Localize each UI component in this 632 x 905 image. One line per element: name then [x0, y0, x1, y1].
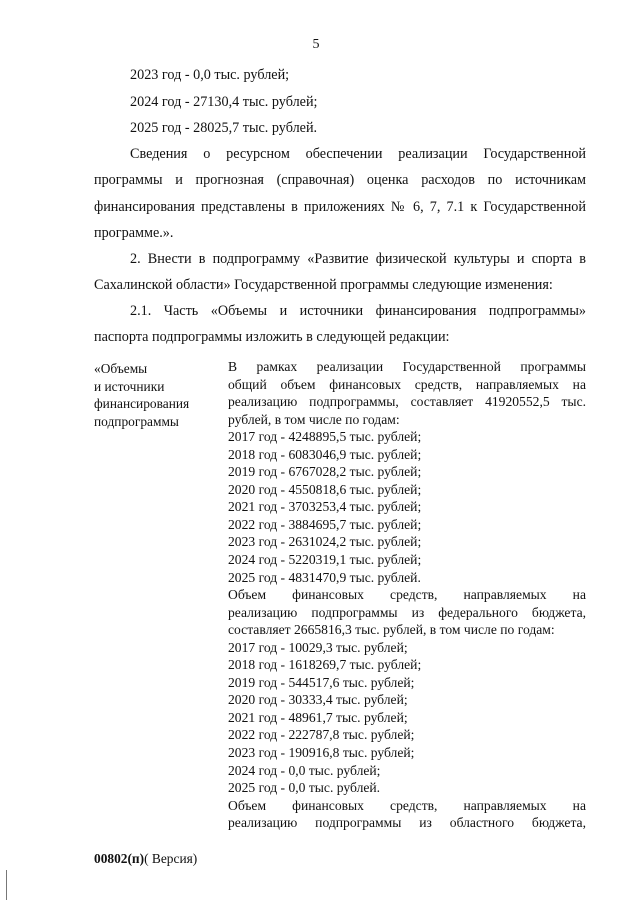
table-left-line: подпрограммы	[94, 413, 179, 429]
table-right-line: 2024 год - 5220319,1 тыс. рублей;	[228, 552, 422, 568]
item21-line: паспорта подпрограммы изложить в следующей редакции:	[94, 329, 450, 345]
year-line: 2023 год - 0,0 тыс. рублей;	[130, 67, 290, 83]
table-right-line: 2018 год - 6083046,9 тыс. рублей;	[228, 446, 422, 462]
table-right-line: 2019 год - 6767028,2 тыс. рублей;	[228, 464, 422, 480]
table-right-line: реализацию подпрограммы из областного бюджета,	[228, 815, 586, 831]
table-left-line: и источники	[94, 378, 165, 394]
table-right-line: 2023 год - 190916,8 тыс. рублей;	[228, 745, 415, 761]
footer-version: ( Версия)	[144, 851, 198, 866]
table-right-line: 2025 год - 4831470,9 тыс. рублей.	[228, 569, 421, 585]
table-right-line: 2024 год - 0,0 тыс. рублей;	[228, 762, 381, 778]
table-left-line: «Объемы	[94, 361, 148, 376]
table-right-line: Объем финансовых средств, направляемых на	[228, 797, 586, 813]
table-right-line: 2022 год - 222787,8 тыс. рублей;	[228, 727, 415, 743]
page-number: 5	[312, 37, 320, 52]
scan-edge-mark	[6, 870, 7, 900]
year-line: 2025 год - 28025,7 тыс. рублей.	[130, 120, 318, 136]
table-right-line: реализацию подпрограммы, составляет 41920552,5 тыс.	[228, 394, 586, 410]
table-right-line: Объем финансовых средств, направляемых на	[228, 587, 586, 603]
table-right-line: реализацию подпрограммы из федерального бюджета,	[228, 604, 586, 620]
table-right-line: 2019 год - 544517,6 тыс. рублей;	[228, 674, 415, 690]
table-right-line: В рамках реализации Государственной программы	[228, 359, 586, 374]
svedenia-line: Сведения о ресурсном обеспечении реализации Государственной	[130, 146, 586, 162]
table-left-column	[94, 360, 214, 430]
year-line: 2024 год - 27130,4 тыс. рублей;	[130, 94, 318, 110]
svedenia-line: финансирования представлены в приложениях № 6, 7, 7.1 к Государственной	[94, 199, 586, 215]
table-right-column	[228, 358, 586, 832]
table-right-line: 2020 год - 4550818,6 тыс. рублей;	[228, 481, 422, 497]
table-left-line: финансирования	[94, 396, 190, 412]
table-right-line: 2020 год - 30333,4 тыс. рублей;	[228, 692, 408, 708]
table-right-line: 2017 год - 10029,3 тыс. рублей;	[228, 639, 408, 655]
table-right-line: 2022 год - 3884695,7 тыс. рублей;	[228, 516, 422, 532]
table-right-line: общий объем финансовых средств, направляемых на	[228, 376, 586, 392]
table-right-line: 2023 год - 2631024,2 тыс. рублей;	[228, 534, 422, 550]
item2-line: Сахалинской области» Государственной программы следующие изменения:	[94, 277, 553, 293]
item2-line: 2. Внести в подпрограмму «Развитие физической культуры и спорта в	[130, 251, 586, 267]
svedenia-line: программе.».	[94, 225, 174, 241]
item21-line: 2.1. Часть «Объемы и источники финансирования подпрограммы»	[130, 303, 586, 319]
table-right-line: рублей, в том числе по годам:	[228, 411, 400, 427]
table-right-line: составляет 2665816,3 тыс. рублей, в том числе по годам:	[228, 622, 555, 638]
footer-number: 00802(п)	[94, 851, 145, 866]
table-right-line: 2017 год - 4248895,5 тыс. рублей;	[228, 429, 422, 445]
svedenia-line: программы и прогнозная (справочная) оценка расходов по источникам	[94, 172, 586, 188]
table-right-line: 2018 год - 1618269,7 тыс. рублей;	[228, 657, 422, 673]
table-right-line: 2021 год - 48961,7 тыс. рублей;	[228, 709, 408, 725]
table-right-line: 2021 год - 3703253,4 тыс. рублей;	[228, 499, 422, 515]
table-right-line: 2025 год - 0,0 тыс. рублей.	[228, 780, 381, 796]
footer-code	[94, 851, 197, 867]
